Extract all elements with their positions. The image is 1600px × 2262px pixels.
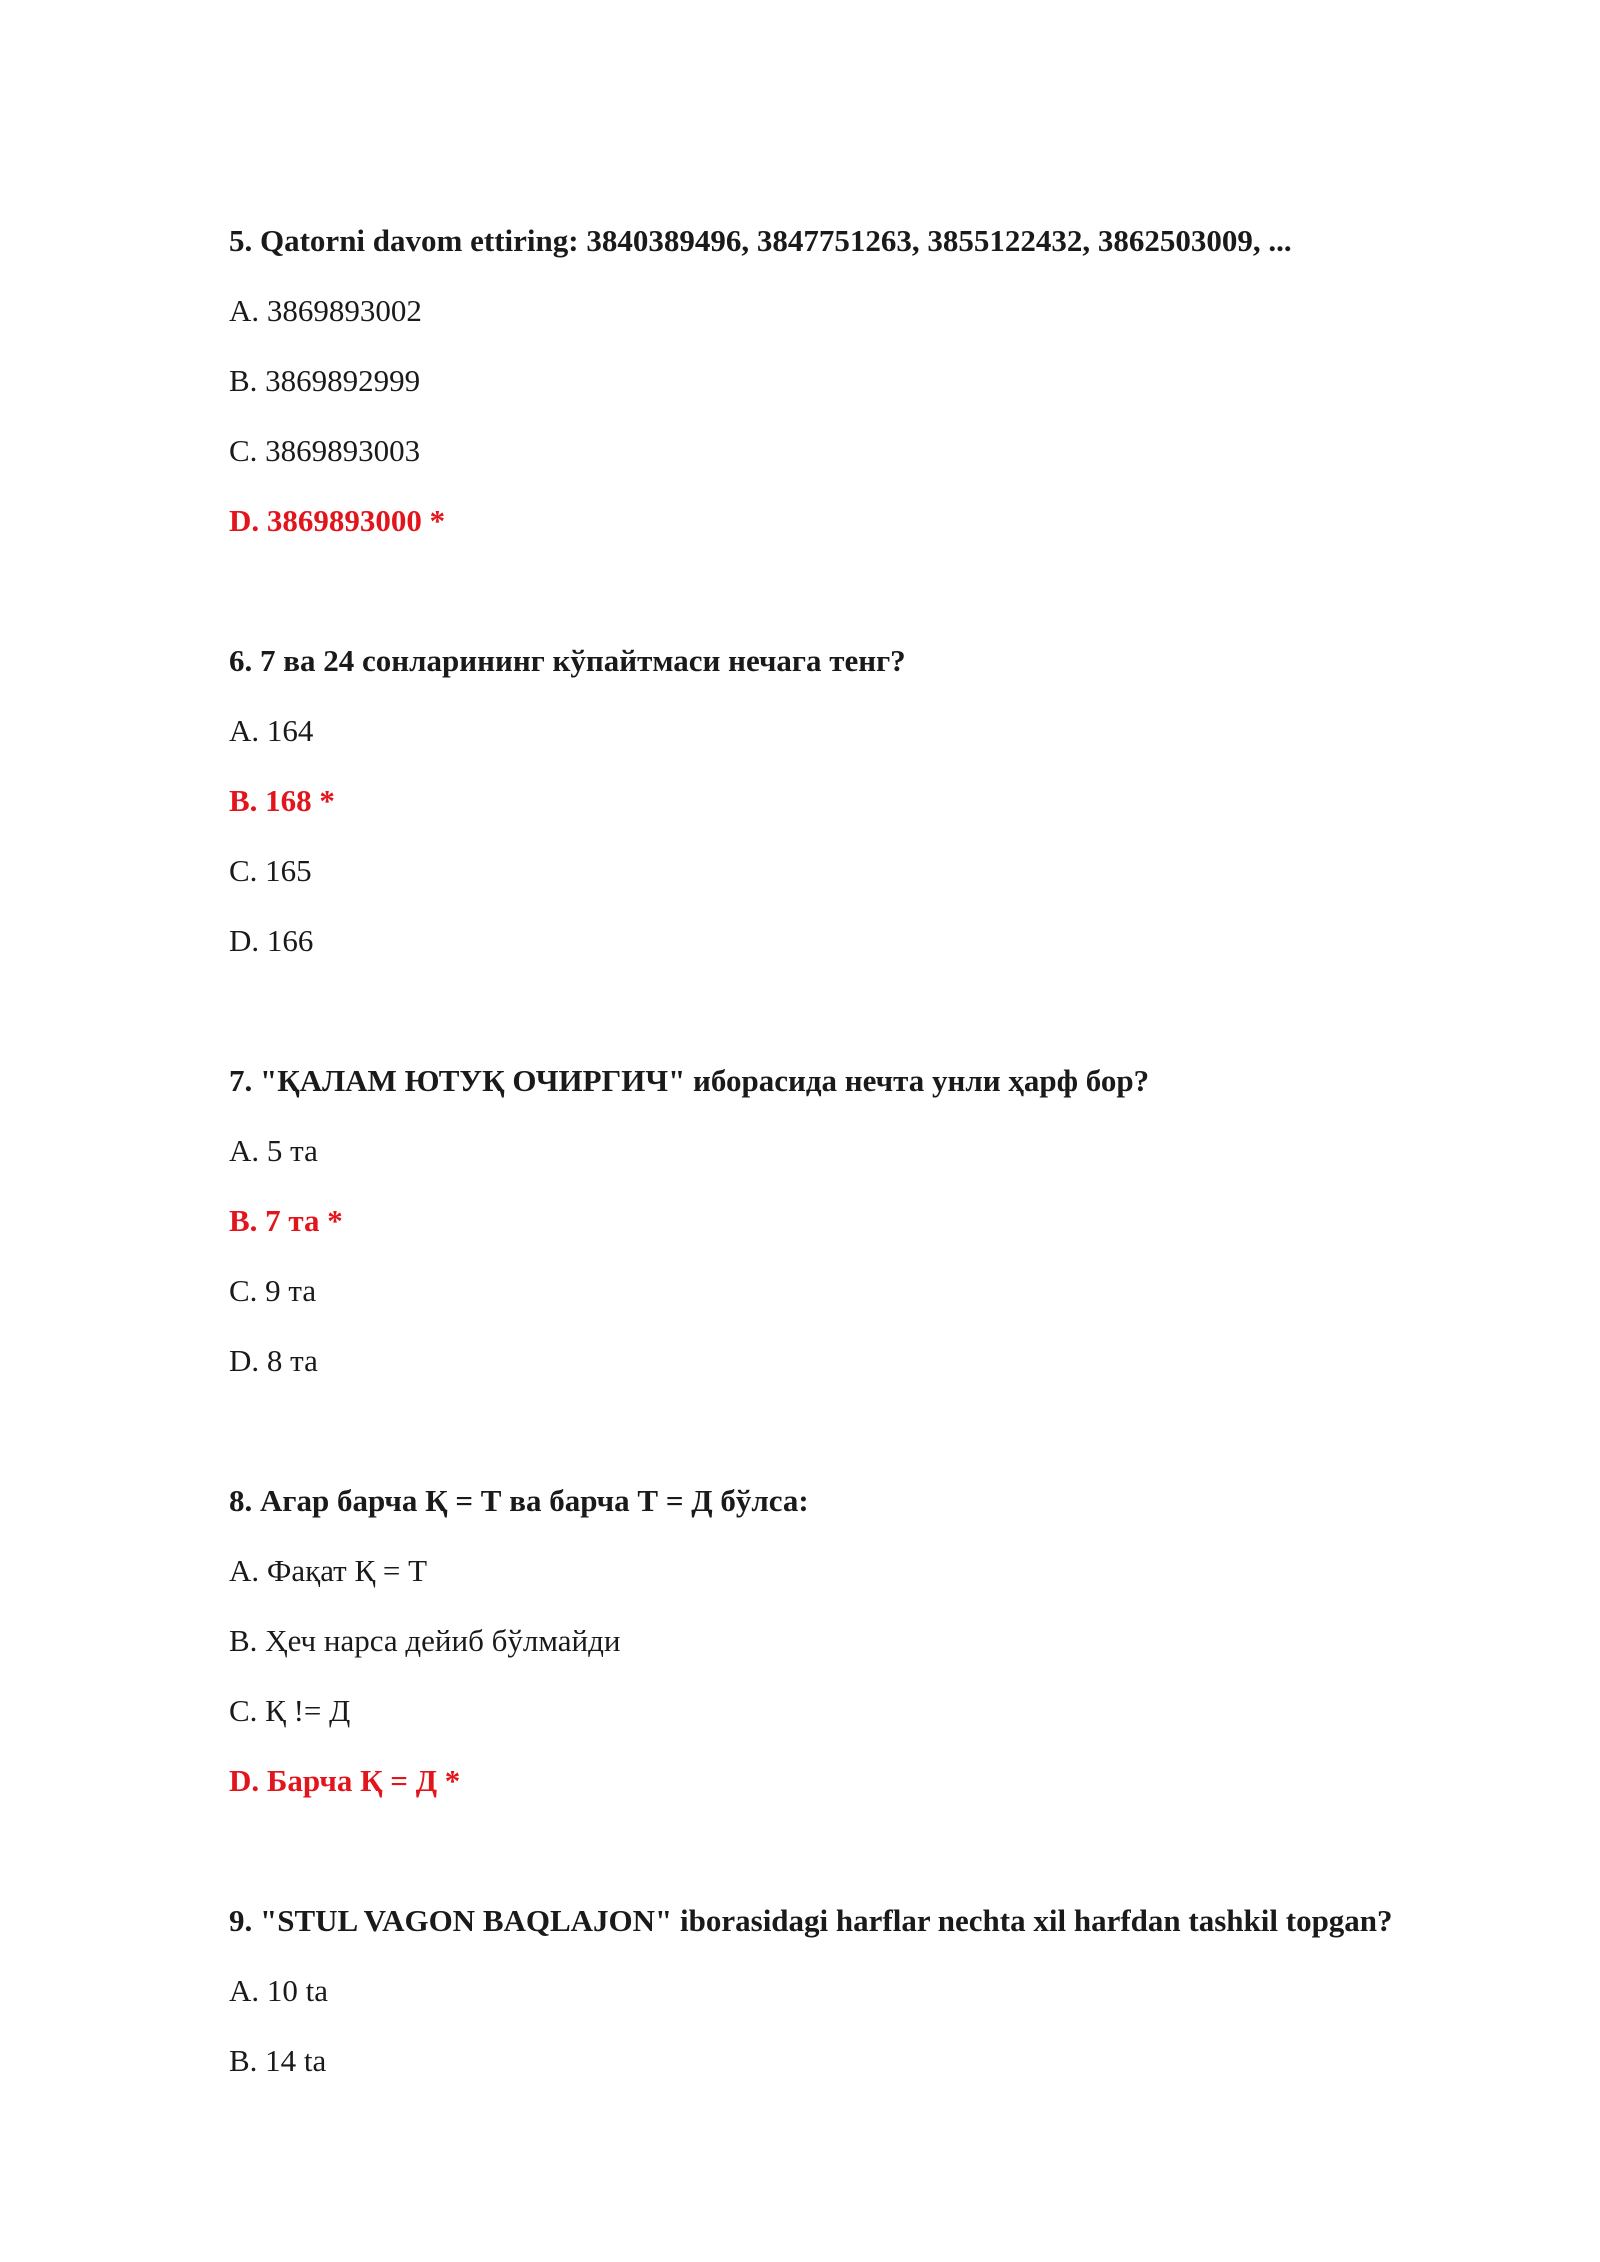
option-8-d-correct: D. Барча Қ = Д * — [229, 1763, 461, 1798]
question-7: 7. "ҚАЛАМ ЮТУҚ ОЧИРГИЧ" иборасида нечта унли ҳарф бор? — [229, 1063, 1150, 1098]
option-6-d: D. 166 — [229, 923, 314, 958]
question-9: 9. "STUL VAGON BAQLAJON" iborasidagi harflar nechta xil harfdan tashkil topgan? — [229, 1903, 1393, 1938]
option-6-b-correct: B. 168 * — [229, 783, 335, 818]
question-5: 5. Qatorni davom ettiring: 3840389496, 3847751263, 3855122432, 3862503009, ... — [229, 223, 1292, 258]
option-6-a: A. 164 — [229, 713, 314, 748]
question-8: 8. Агар барча Қ = Т ва барча Т = Д бўлса: — [229, 1483, 809, 1518]
option-7-c: C. 9 та — [229, 1273, 317, 1308]
option-5-d-correct: D. 3869893000 * — [229, 503, 446, 538]
option-5-a: A. 3869893002 — [229, 293, 422, 328]
option-5-c: C. 3869893003 — [229, 433, 421, 468]
option-7-a: A. 5 та — [229, 1133, 318, 1168]
option-8-a: A. Фақат Қ = Т — [229, 1553, 428, 1588]
option-6-c: C. 165 — [229, 853, 312, 888]
option-7-b-correct: B. 7 та * — [229, 1203, 343, 1238]
option-9-b: B. 14 ta — [229, 2043, 327, 2078]
option-7-d: D. 8 та — [229, 1343, 318, 1378]
option-5-b: B. 3869892999 — [229, 363, 421, 398]
option-8-c: C. Қ != Д — [229, 1693, 351, 1728]
option-8-b: B. Ҳеч нарса дейиб бўлмайди — [229, 1623, 621, 1658]
option-9-a: A. 10 ta — [229, 1973, 329, 2008]
question-6: 6. 7 ва 24 сонларининг кўпайтмаси нечага тенг? — [229, 643, 906, 678]
